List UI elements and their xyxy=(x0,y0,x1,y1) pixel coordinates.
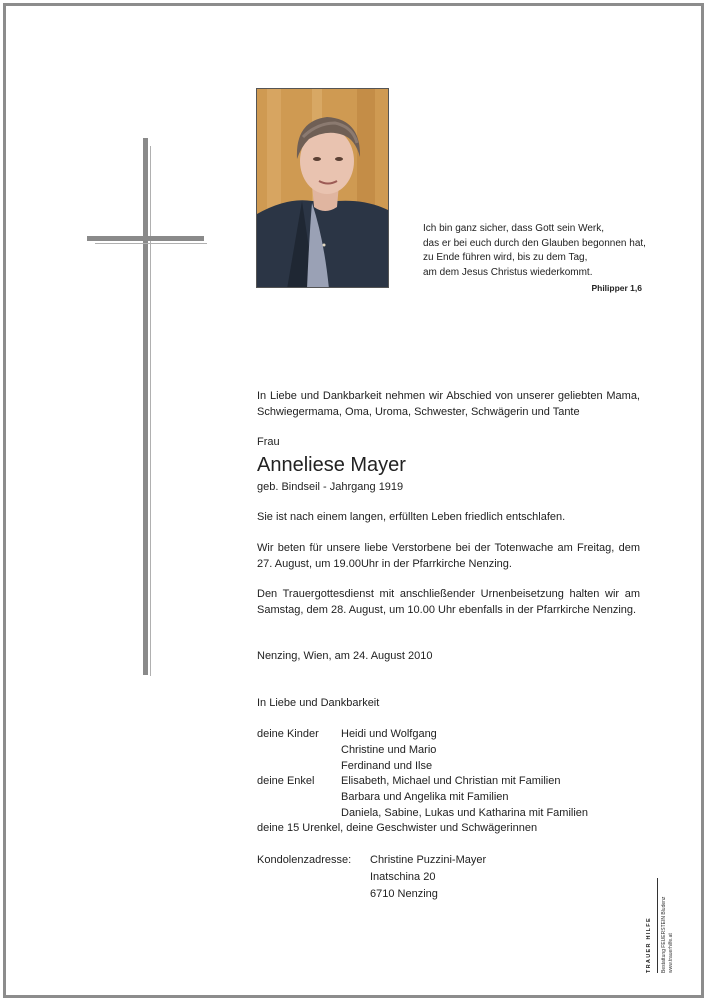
grandchild-entry: Barbara und Angelika mit Familien xyxy=(341,790,509,803)
cross-vertical-shadow xyxy=(150,146,151,676)
grandchild-entry: Daniela, Sabine, Lukas und Katharina mit Familien xyxy=(341,806,589,819)
grandchildren-label: deine Enkel xyxy=(257,775,315,787)
cross-vertical-beam xyxy=(143,138,148,675)
birth-info: geb. Bindseil - Jahrgang 1919 xyxy=(257,481,404,493)
place-date: Nenzing, Wien, am 24. August 2010 xyxy=(257,650,433,662)
verse-line: zu Ende führen wird, bis zu dem Tag, xyxy=(423,252,588,263)
other-relatives: deine 15 Urenkel, deine Geschwister und Schwägerinnen xyxy=(257,822,538,834)
logo-web: www.trauerhilfe.at xyxy=(668,933,674,973)
closing-line: In Liebe und Dankbarkeit xyxy=(257,697,380,709)
children-label: deine Kinder xyxy=(257,728,319,740)
condolence-label: Kondolenzadresse: xyxy=(257,854,352,866)
verse-line: Ich bin ganz sicher, dass Gott sein Werk, xyxy=(423,223,605,234)
cross-horizontal-beam xyxy=(87,236,204,241)
salutation: Frau xyxy=(257,436,280,448)
bible-verse xyxy=(423,222,653,296)
child-entry: Ferdinand und Ilse xyxy=(341,759,433,772)
funeral-info: Den Trauergottesdienst mit anschließender Urnenbeisetzung halten wir am Samstag, dem 28. August, um 10.00 Uhr ebenfalls in der Pfarrkirche Nenzing. xyxy=(257,588,640,616)
deceased-name: Anneliese Mayer xyxy=(257,454,406,476)
condolence-line: Inatschina 20 xyxy=(370,871,436,883)
logo-subtitle: Bestattung FEUERSTEIN Bludenz xyxy=(661,896,667,973)
cross-horizontal-shadow xyxy=(95,243,207,244)
wake-info: Wir beten für unsere liebe Verstorbene bei der Totenwache am Freitag, dem 27. August, um 19.00Uhr in der Pfarrkirche Nenzing. xyxy=(257,542,640,570)
verse-reference: Philipper 1,6 xyxy=(591,283,642,293)
child-entry: Christine und Mario xyxy=(341,743,437,756)
verse-line: das er bei euch durch den Glauben begonnen hat, xyxy=(423,237,646,249)
intro-text: In Liebe und Dankbarkeit nehmen wir Abschied von unserer geliebten Mama, Schwiegermama, Oma, Uroma, Schwester, Schwägerin und Tante xyxy=(257,390,640,418)
verse-line: am dem Jesus Christus wiederkommt. xyxy=(423,266,593,278)
funeral-home-logo xyxy=(646,878,686,973)
grandchild-entry: Elisabeth, Michael und Christian mit Familien xyxy=(341,775,561,787)
portrait-photo xyxy=(256,88,389,288)
logo-divider xyxy=(657,878,658,973)
child-entry: Heidi und Wolfgang xyxy=(341,728,437,740)
logo-brand: TRAUER HILFE xyxy=(646,917,652,973)
passing-statement: Sie ist nach einem langen, erfüllten Leben friedlich entschlafen. xyxy=(257,511,566,523)
condolence-line: Christine Puzzini-Mayer xyxy=(370,854,487,866)
condolence-line: 6710 Nenzing xyxy=(370,888,438,900)
